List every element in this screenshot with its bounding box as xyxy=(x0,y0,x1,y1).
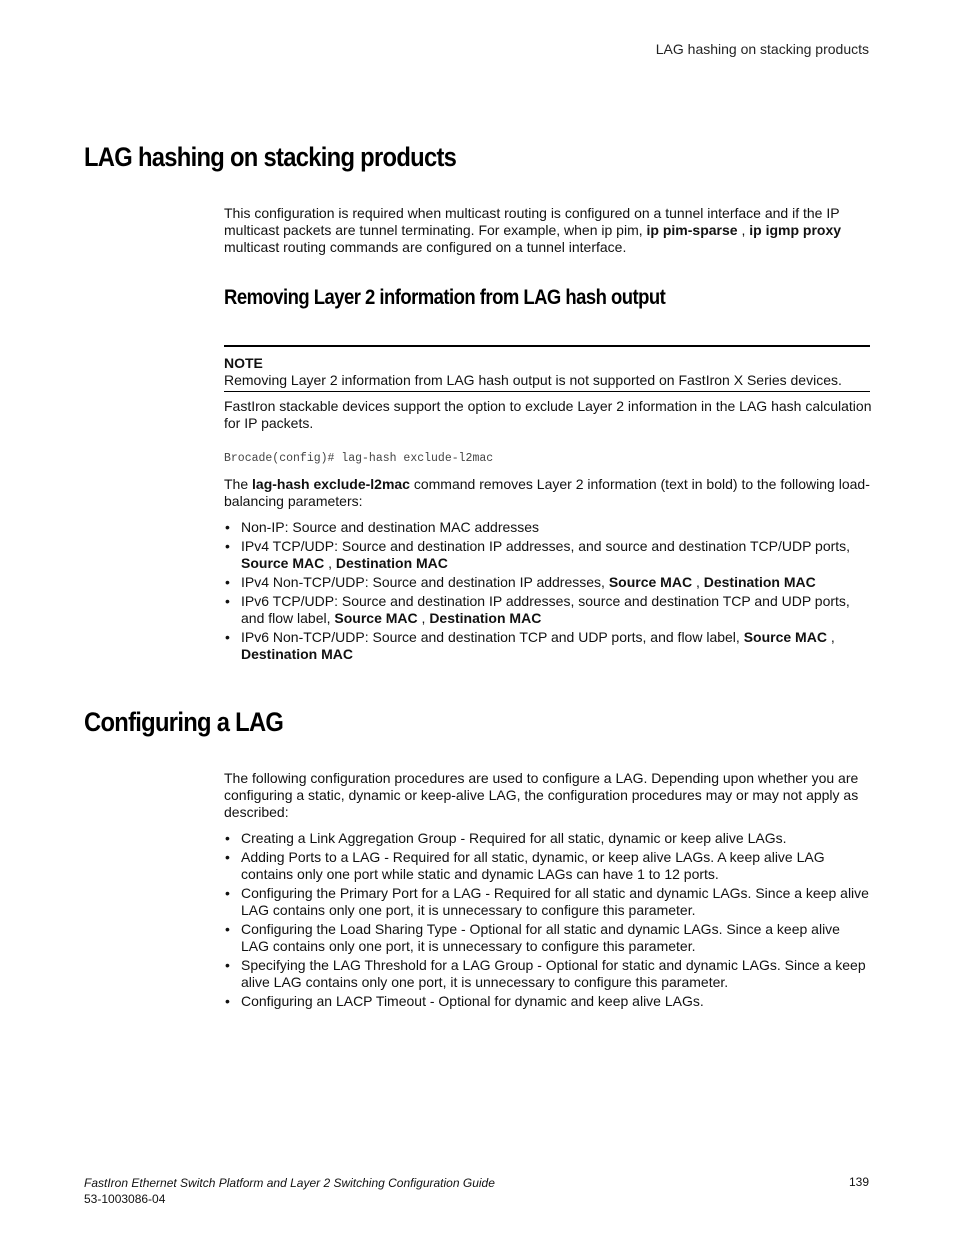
list-item: • Adding Ports to a LAG - Required for all static, dynamic, or keep alive LAGs. A keep alive LAG contains only one port while static and dynamic LAGs can have 1 to 12 ports. xyxy=(224,849,870,883)
list-item xyxy=(224,574,870,591)
code-example: Brocade(config)# lag-hash exclude-l2mac xyxy=(224,452,494,465)
bullet-bold: Source MAC xyxy=(334,610,418,626)
footer-left xyxy=(84,1175,495,1207)
bullet-sep: , xyxy=(826,629,835,645)
note-box xyxy=(224,345,870,392)
lag-hash-bullets xyxy=(224,519,870,665)
bullet-bold: Destination MAC xyxy=(335,555,448,571)
bullet-bold: Source MAC xyxy=(743,629,827,645)
bullet-text: Non-IP: Source and destination MAC addresses xyxy=(241,519,540,535)
list-item xyxy=(224,519,870,536)
bullet-bold: Source MAC xyxy=(241,555,325,571)
intro-text: This configuration is required when multicast routing is configured on a tunnel interface and if the IP multicast packets are tunnel terminating. For example, when ip pim, xyxy=(224,205,840,238)
list-item xyxy=(224,629,870,663)
note-title: NOTE xyxy=(224,355,263,371)
section-title-configuring-lag: Configuring a LAG xyxy=(84,707,284,737)
bullet-sep: , xyxy=(692,574,704,590)
intro-bold-pim: ip pim-sparse xyxy=(646,222,738,238)
bullet-text: IPv6 TCP/UDP: Source and destination IP addresses, source and destination TCP and UDP ports, and flow label, xyxy=(241,593,850,626)
intro-bold-igmp: ip igmp proxy xyxy=(749,222,842,238)
section1-intro xyxy=(224,205,874,256)
subsection-para1: FastIron stackable devices support the option to exclude Layer 2 information in the LAG hash calculation for IP packets. xyxy=(224,398,872,431)
bullet-sep: , xyxy=(417,610,430,626)
subsection-title: Removing Layer 2 information from LAG hash output xyxy=(224,286,666,309)
list-item: • Specifying the LAG Threshold for a LAG Group - Optional for static and dynamic LAGs. Since a keep alive LAG contains only one port, it is unnecessary to configure this parameter. xyxy=(224,957,870,991)
bullet-text: IPv4 Non-TCP/UDP: Source and destination IP addresses, xyxy=(241,574,609,590)
bullet-text: IPv6 Non-TCP/UDP: Source and destination TCP and UDP ports, and flow label, xyxy=(241,629,744,645)
bullet-bold: Destination MAC xyxy=(241,646,353,662)
subsection-para2 xyxy=(224,476,874,510)
footer-page-number: 139 xyxy=(848,1175,869,1189)
list-item xyxy=(224,593,870,627)
para2-text: The xyxy=(224,476,253,492)
bullet-bold: Destination MAC xyxy=(703,574,816,590)
intro-tail: multicast routing commands are configured on a tunnel interface. xyxy=(224,239,627,255)
footer-doc-number: 53-1003086-04 xyxy=(84,1192,166,1206)
intro-sep: , xyxy=(737,222,750,238)
bullet-text: IPv4 TCP/UDP: Source and destination IP addresses, and source and destination TCP/UDP ports, xyxy=(241,538,851,554)
note-text: Removing Layer 2 information from LAG hash output is not supported on FastIron X Series devices. xyxy=(224,372,842,388)
running-header: LAG hashing on stacking products xyxy=(655,41,869,57)
list-item: • Configuring an LACP Timeout - Optional for dynamic and keep alive LAGs. xyxy=(224,993,870,1010)
section-title-lag-hashing: LAG hashing on stacking products xyxy=(84,142,457,172)
list-item: • Creating a Link Aggregation Group - Required for all static, dynamic or keep alive LAGs. xyxy=(224,830,870,847)
footer-guide-title: FastIron Ethernet Switch Platform and Layer 2 Switching Configuration Guide xyxy=(84,1176,495,1190)
list-item xyxy=(224,538,870,572)
bullet-sep: , xyxy=(324,555,336,571)
list-item: • Configuring the Load Sharing Type - Optional for all static and dynamic LAGs. Since a keep alive LAG contains only one port, it is unnecessary to configure this parameter. xyxy=(224,921,870,955)
para2-command: lag-hash exclude-l2mac xyxy=(252,476,410,492)
list-item: • Configuring the Primary Port for a LAG - Required for all static and dynamic LAGs. Since a keep alive LAG contains only one port, it is unnecessary to configure this parameter. xyxy=(224,885,870,919)
section2-intro: The following configuration procedures are used to configure a LAG. Depending upon whether you are configuring a static, dynamic or keep-alive LAG, the configuration procedures may or may not apply as described: xyxy=(224,770,859,820)
config-procedure-bullets xyxy=(224,830,870,1012)
para2-tail: command removes Layer 2 information (text in bold) to the following load-balancing parameters: xyxy=(224,476,870,509)
bullet-bold: Source MAC xyxy=(608,574,693,590)
bullet-bold: Destination MAC xyxy=(429,610,542,626)
